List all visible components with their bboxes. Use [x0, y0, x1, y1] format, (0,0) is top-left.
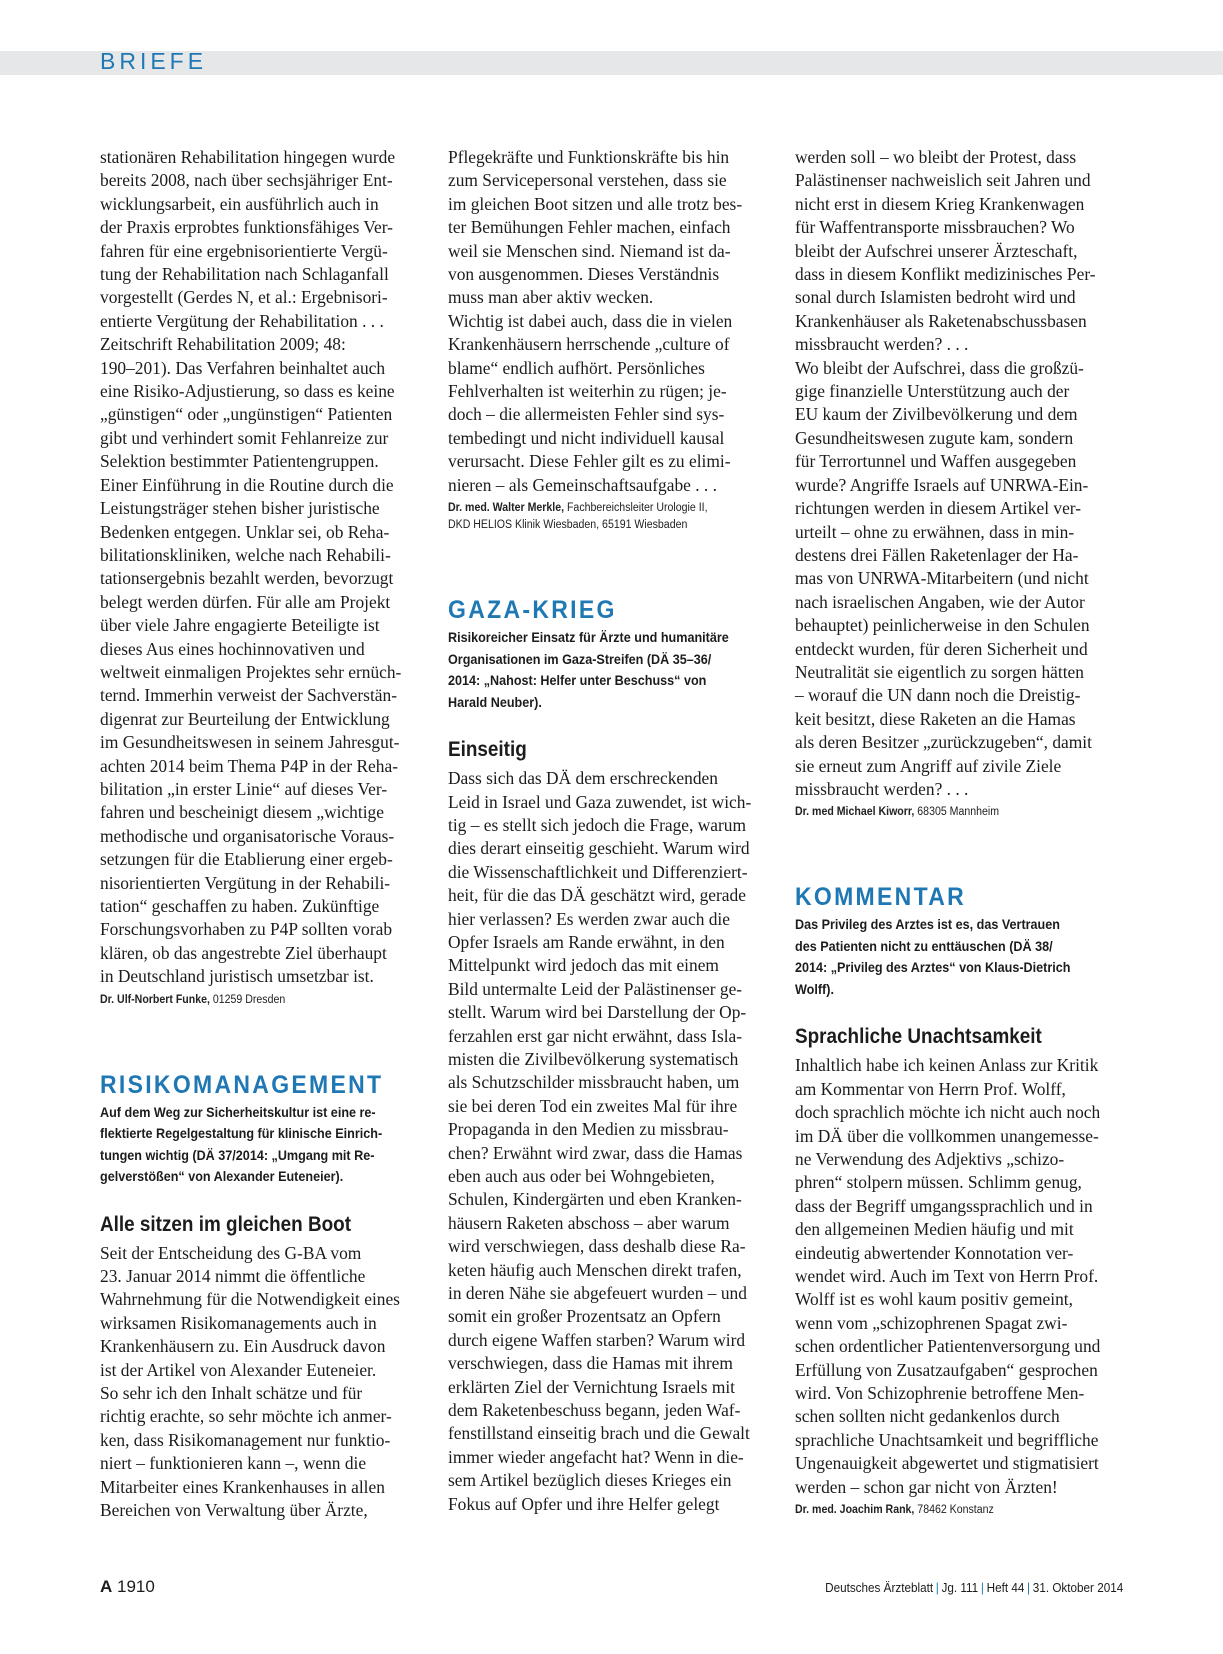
column-3 — [795, 146, 1133, 1519]
footer-citation — [825, 1580, 1123, 1595]
letter-text: werden soll – wo bleibt der Protest, dass Palästinenser nachweislich seit Jahren und nicht erst in diesem Krieg Krankenwagen für Waffentransporte missbrauchen? Wo bleibt der Aufschrei unserer Ärzteschaft, dass in diesem Konflikt medizinisches Per- sonal durch Islamisten bedroht wird und Krankenhäuser als Raketenabschussbasen missbraucht werden? . . . Wo bleibt der Aufschrei, dass die großzü- gige finanzielle Unterstützung auch der EU kaum der Zivilbevölkerung und dem Gesundheitswesen zugute kam, sondern für Terrortunnel und Waffen ausgegeben wurde? Angriffe Israels auf UNRWA-Ein- richtungen werden in diesem Artikel ver- urteilt – ohne zu erwähnen, dass in min- destens drei Fällen Raketenlager der Ha- mas von UNRWA-Mitarbeitern (und nicht nach israelischen Angaben, wie der Autor behauptet) peinlicherweise in den Schulen entdeckt wurden, für deren Sicherheit und Neutralität sie eigentlich zu sorgen hätten – worauf die UN dann noch die Dreistig- keit besitzt, diese Raketen an die Hamas als deren Besitzer „zurückzugeben“, damit sie erneut zum Angriff auf zivile Ziele missbraucht werden? . . . — [795, 147, 1096, 799]
reference-text: Das Privileg des Arztes ist es, das Vertrauen des Patienten nicht zu enttäuschen (DÄ 38/ 2014: „Privileg des Arztes“ von Klaus-Dietrich Wolff). — [795, 916, 1071, 997]
signature-name: Dr. Ulf-Norbert Funke, — [100, 993, 210, 1006]
topic-heading: GAZA-KRIEG — [448, 596, 617, 625]
signature-location: Fachbereichsleiter Urologie II, DKD HELIOS Klinik Wiesbaden, 65191 Wiesbaden — [448, 502, 708, 532]
signature-name: Dr. med Michael Kiworr, — [795, 806, 915, 819]
separator: | — [1026, 1580, 1030, 1595]
letter-text: Seit der Entscheidung des G-BA vom 23. Januar 2014 nimmt die öffentliche Wahrnehmung für die Notwendigkeit eines wirksamen Risikomanagements auch in Krankenhäusern zu. Ein Ausdruck davon ist der Artikel von Alexander Euteneier. So sehr ich den Inhalt schätze und für richtig erachte, so sehr möchte ich anmer- ken, dass Risikomanagement nur funktio- niert – funktionieren kann –, wenn die Mitarbeiter eines Krankenhauses in allen Bereichen von Verwaltung über Ärzte, — [100, 1242, 400, 1521]
letter-headline: Einseitig — [448, 738, 527, 762]
signature-location: 78462 Konstanz — [914, 1504, 994, 1517]
separator: | — [935, 1580, 939, 1595]
signature-name: Dr. med. Joachim Rank, — [795, 1504, 915, 1517]
topic-heading: KOMMENTAR — [795, 883, 967, 912]
signature-location: 01259 Dresden — [209, 993, 286, 1006]
letter-text: Inhaltlich habe ich keinen Anlass zur Kritik am Kommentar von Herrn Prof. Wolff, doch sprachlich möchte ich nicht auch noch im DÄ über die vollkommen unangemesse- ne Verwendung des Adjektivs „schizo- phren“ stolpern müssen. Schlimm genug, dass der Begriff umgangssprachlich und in den allgemeinen Medien häufig und mit eindeutig abwertender Konnotation ver- wendet wird. Auch im Text von Herrn Prof. Wolff ist es wohl kaum positiv gemeint, wenn vom „schizophrenen Spagat zwi- schen ordentlicher Patientenversorgung und Erfüllung von Zusatzaufgaben“ gesprochen wird. Von Schizophrenie betroffene Men- schen sollten nicht gedankenlos durch sprachliche Unachtsamkeit und begriffliche Ungenauigkeit abgewertet und stigmatisiert werden – schon gar nicht von Ärzten! — [795, 1055, 1101, 1497]
page-number — [100, 1577, 155, 1597]
journal-name: Deutsches Ärzteblatt — [824, 1580, 933, 1595]
letter-signature — [100, 992, 440, 1009]
letter-text: Pflegekräfte und Funktionskräfte bis hin zum Servicepersonal verstehen, dass sie im gleichen Boot sitzen und alle trotz bes- ter Bemühungen Fehler machen, einfach weil sie Menschen sind. Niemand ist da- von ausgenommen. Dieses Verständnis muss man aber aktiv wecken. Wichtig ist dabei auch, dass die in vielen Krankenhäusern herrschende „culture of blame“ endlich aufhört. Persönliches Fehlverhalten ist weiterhin zu rügen; je- doch – die allermeisten Fehler sind sys- tembedingt und nicht individuell kausal verursacht. Diese Fehler gilt es zu elimi- nieren – als Gemeinschaftsaufgabe . . . — [448, 147, 743, 495]
column-1 — [100, 146, 438, 1523]
reference-text: Risikoreicher Einsatz für Ärzte und humanitäre Organisationen im Gaza-Streifen (DÄ 35–36/ 2014: „Nahost: Helfer unter Beschuss“ von Harald Neuber). — [448, 629, 729, 710]
letter-headline: Sprachliche Unachtsamkeit — [795, 1025, 1042, 1049]
separator: | — [980, 1580, 984, 1595]
letter-signature — [448, 500, 788, 534]
letter-text: Dass sich das DÄ dem erschreckenden Leid in Israel und Gaza zuwendet, ist wich- tig – es stellt sich jedoch die Frage, warum dies derart einseitig geschieht. Warum wird die Wissenschaftlichkeit und Differenziert- heit, für die das DÄ geschätzt wird, gerade hier verlassen? Es werden zwar auch die Opfer Israels am Rande erwähnt, in den Mittelpunkt wird jedoch das mit einem Bild untermalte Leid der Palästinenser ge- stellt. Warum wird bei Darstellung der Op- ferzahlen erst gar nicht erwähnt, dass Isla- misten die Zivilbevölkerung systematisch als Schutzschilder missbraucht haben, um sie bei deren Tod ein zweites Mal für ihre Propaganda in den Medien zu missbrau- chen? Erwähnt wird zwar, dass die Hamas eben auch aus oder bei Wohngebieten, Schulen, Kindergärten und eben Kranken- häusern Raketen abschoss – aber warum wird verschwiegen, dass deshalb diese Ra- keten häufig auch Menschen direkt trafen, in deren Nähe sie abgefeuert wurden – und somit ein großer Prozentsatz an Opfern durch eigene Waffen starben? Warum wird verschwiegen, dass die Hamas mit ihrem erklärten Ziel der Vernichtung Israels mit dem Raketenbeschuss begann, jeden Waf- fenstillstand einseitig brach und die Gewalt immer wieder angefacht hat? Wenn in die- sem Artikel bezüglich dieses Krieges ein Fokus auf Opfer und ihre Helfer gelegt — [448, 768, 752, 1514]
topic-heading: RISIKOMANAGEMENT — [100, 1070, 384, 1099]
journal-issue: Heft 44 — [986, 1580, 1025, 1595]
journal-date: 31. Oktober 2014 — [1032, 1580, 1123, 1595]
journal-volume: Jg. 111 — [941, 1580, 978, 1595]
page-number-value: 1910 — [117, 1577, 155, 1596]
section-label: BRIEFE — [100, 48, 208, 74]
page-prefix: A — [100, 1577, 113, 1596]
column-2 — [448, 146, 786, 1516]
letter-signature — [795, 1502, 1135, 1519]
letter-headline: Alle sitzen im gleichen Boot — [100, 1212, 352, 1236]
letter-text: stationären Rehabilitation hingegen wurde bereits 2008, nach über sechsjähriger Ent- wicklungsarbeit, ein ausführlich auch in der Praxis erprobtes funktionsfähiges Ver- fahren für eine ergebnisorientierte Vergü- tung der Rehabilitation nach Schlaganfall vorgestellt (Gerdes N, et al.: Ergebnisori- entierte Vergütung der Rehabilitation . . . Zeitschrift Rehabilitation 2009; 48: 190–201). Das Verfahren beinhaltet auch eine Risiko-Adjustierung, so dass es keine „günstigen“ oder „ungünstigen“ Patienten gibt und verhindert somit Fehlanreize zur Selektion bestimmter Patientengruppen. Einer Einführung in die Routine durch die Leistungsträger stehen bisher juristische Bedenken entgegen. Unklar sei, ob Reha- bilitationskliniken, welche nach Rehabili- tationsergebnis bezahlt werden, bevorzugt belegt werden dürfen. Für alle am Projekt über viele Jahre engagierte Beteiligte ist dieses Aus eines hochinnovativen und weltweit einmaligen Projektes sehr ernüch- ternd. Immerhin verweist der Sachverstän- digenrat zur Beurteilung der Entwicklung im Gesundheitswesen in seinem Jahresgut- achten 2014 beim Thema P4P in der Reha- bilitation „in erster Linie“ auf dieses Ver- fahren und bescheinigt diesem „wichtige methodische und organisatorische Voraus- setzungen für die Etablierung einer ergeb- nisorientierten Vergütung in der Rehabili- tation“ geschaffen zu haben. Zukünftige Forschungsvorhaben zu P4P sollten vorab klären, ob das angestrebte Ziel überhaupt in Deutschland juristisch umsetzbar ist. — [100, 147, 402, 987]
letter-signature — [795, 804, 1135, 821]
signature-name: Dr. med. Walter Merkle, — [448, 502, 565, 515]
signature-location: 68305 Mannheim — [914, 806, 1000, 819]
reference-text: Auf dem Weg zur Sicherheitskultur ist eine re- flektierte Regelgestaltung für klinische Einrich- tungen wichtig (DÄ 37/2014: „Umgang mit Re- gelverstößen“ von Alexander Euteneier). — [100, 1103, 383, 1185]
